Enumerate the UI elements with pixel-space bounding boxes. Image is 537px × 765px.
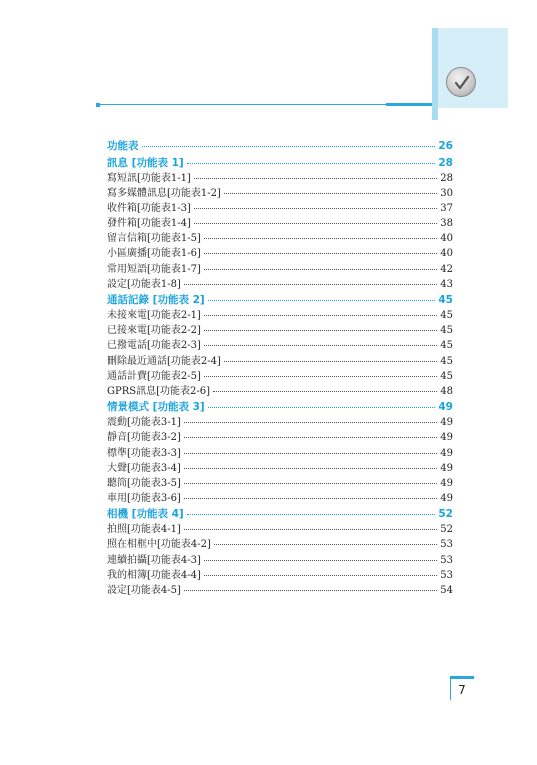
toc-entry[interactable] bbox=[107, 246, 453, 261]
toc-entry-title: 相機 [功能表 4] bbox=[107, 507, 184, 520]
toc-entry[interactable] bbox=[107, 553, 453, 568]
toc-entry-title: 通話計費[功能表2-5] bbox=[107, 370, 201, 382]
toc-entry[interactable] bbox=[107, 430, 453, 445]
toc-entry-title: 靜音[功能表3-2] bbox=[107, 432, 181, 444]
toc-entry[interactable] bbox=[107, 338, 453, 353]
toc-entry-page: 45 bbox=[440, 370, 453, 382]
toc-dot-leader bbox=[187, 162, 436, 164]
toc-dot-leader bbox=[224, 192, 437, 194]
toc-dot-leader bbox=[184, 467, 437, 469]
toc-dot-leader bbox=[184, 589, 437, 591]
table-of-contents bbox=[107, 138, 453, 598]
toc-entry-page: 40 bbox=[440, 233, 453, 245]
toc-entry[interactable] bbox=[107, 384, 453, 399]
toc-entry-title: 已撥電話[功能表2-3] bbox=[107, 340, 201, 352]
toc-entry-title: 震動[功能表3-1] bbox=[107, 417, 181, 429]
toc-entry-title: 寫多媒體訊息[功能表1-2] bbox=[107, 188, 221, 200]
toc-entry-title: 連續拍攝[功能表4-3] bbox=[107, 554, 201, 566]
toc-dot-leader bbox=[194, 207, 437, 209]
toc-entry-title: 車用[功能表3-6] bbox=[107, 492, 181, 504]
toc-dot-leader bbox=[214, 543, 437, 545]
toc-dot-leader bbox=[187, 513, 436, 515]
toc-entry-page: 40 bbox=[440, 248, 453, 260]
toc-entry-title: 收件箱[功能表1-3] bbox=[107, 203, 191, 215]
toc-dot-leader bbox=[184, 452, 437, 454]
toc-entry-title: 設定[功能表4-5] bbox=[107, 584, 181, 596]
toc-dot-leader bbox=[213, 390, 437, 392]
toc-entry[interactable] bbox=[107, 277, 453, 292]
toc-entry[interactable] bbox=[107, 522, 453, 537]
toc-entry-page: 28 bbox=[440, 173, 453, 184]
toc-entry[interactable] bbox=[107, 201, 453, 216]
toc-entry[interactable] bbox=[107, 461, 453, 476]
header-rule bbox=[100, 104, 386, 105]
toc-entry-title: 情景模式 [功能表 3] bbox=[107, 400, 205, 413]
toc-entry-page: 49 bbox=[440, 492, 453, 504]
toc-dot-leader bbox=[204, 252, 437, 254]
toc-entry[interactable] bbox=[107, 231, 453, 246]
toc-entry-page: 43 bbox=[440, 278, 453, 290]
toc-dot-leader bbox=[204, 574, 437, 576]
toc-section-heading[interactable] bbox=[107, 138, 453, 155]
toc-entry-page: 45 bbox=[438, 293, 453, 306]
toc-entry-title: 常用短語[功能表1-7] bbox=[107, 263, 201, 275]
toc-entry-page: 49 bbox=[440, 462, 453, 474]
toc-entry-title: 已接來電[功能表2-2] bbox=[107, 325, 201, 337]
toc-entry[interactable] bbox=[107, 476, 453, 491]
toc-dot-leader bbox=[208, 299, 436, 301]
toc-entry-title: 未接來電[功能表2-1] bbox=[107, 310, 201, 322]
toc-entry-page: 52 bbox=[438, 507, 453, 520]
toc-dot-leader bbox=[184, 482, 437, 484]
toc-dot-leader bbox=[204, 559, 437, 561]
toc-dot-leader bbox=[204, 268, 437, 270]
toc-entry-title: 訊息 [功能表 1] bbox=[107, 156, 184, 169]
toc-entry[interactable] bbox=[107, 568, 453, 583]
toc-section-heading[interactable] bbox=[107, 506, 453, 523]
toc-entry-page: 53 bbox=[440, 539, 453, 551]
toc-entry-title: 小區廣播[功能表1-6] bbox=[107, 248, 201, 260]
toc-entry[interactable] bbox=[107, 308, 453, 323]
toc-entry-page: 28 bbox=[438, 156, 453, 169]
toc-dot-leader bbox=[184, 436, 437, 438]
toc-entry-title: 大聲[功能表3-4] bbox=[107, 462, 181, 474]
toc-entry[interactable] bbox=[107, 537, 453, 552]
toc-dot-leader bbox=[204, 344, 437, 346]
toc-entry[interactable] bbox=[107, 491, 453, 506]
toc-entry-title: 發件箱[功能表1-4] bbox=[107, 218, 191, 230]
toc-entry-title: 功能表 bbox=[107, 140, 139, 152]
toc-dot-leader bbox=[184, 528, 437, 530]
toc-entry-page: 54 bbox=[440, 584, 453, 596]
toc-entry-page: 45 bbox=[440, 325, 453, 337]
toc-entry-page: 45 bbox=[440, 310, 453, 322]
toc-entry-title: 寫短訊[功能表1-1] bbox=[107, 173, 191, 184]
toc-section-heading[interactable] bbox=[107, 292, 453, 309]
toc-entry-page: 48 bbox=[440, 385, 453, 397]
toc-entry-page: 49 bbox=[440, 417, 453, 429]
toc-section-heading[interactable] bbox=[107, 155, 453, 172]
toc-entry-page: 52 bbox=[440, 524, 453, 536]
toc-dot-leader bbox=[208, 406, 436, 408]
toc-entry-title: 我的相簿[功能表4-4] bbox=[107, 569, 201, 581]
toc-entry-title: 留言信箱[功能表1-5] bbox=[107, 233, 201, 245]
toc-entry[interactable] bbox=[107, 415, 453, 430]
toc-dot-leader bbox=[142, 145, 436, 147]
toc-entry-page: 38 bbox=[440, 218, 453, 230]
toc-dot-leader bbox=[204, 237, 437, 239]
toc-entry[interactable] bbox=[107, 369, 453, 384]
header-tab-stripe bbox=[432, 28, 438, 120]
header-rule-accent bbox=[386, 103, 432, 106]
toc-entry-page: 45 bbox=[440, 355, 453, 367]
toc-section-heading[interactable] bbox=[107, 399, 453, 416]
toc-dot-leader bbox=[204, 329, 437, 331]
toc-entry[interactable] bbox=[107, 323, 453, 338]
toc-entry-page: 37 bbox=[440, 203, 453, 215]
page-number: 7 bbox=[458, 683, 466, 697]
toc-entry-page: 49 bbox=[440, 447, 453, 459]
toc-entry[interactable] bbox=[107, 354, 453, 369]
toc-entry-page: 53 bbox=[440, 554, 453, 566]
toc-entry-page: 49 bbox=[438, 400, 453, 413]
toc-entry-page: 49 bbox=[440, 432, 453, 444]
toc-entry-title: 聽筒[功能表3-5] bbox=[107, 477, 181, 489]
toc-dot-leader bbox=[194, 177, 437, 179]
toc-dot-leader bbox=[194, 222, 437, 224]
toc-entry-title: 刪除最近通話[功能表2-4] bbox=[107, 355, 221, 367]
toc-entry-page: 45 bbox=[440, 340, 453, 352]
toc-entry[interactable] bbox=[107, 186, 453, 201]
toc-entry-title: 標準[功能表3-3] bbox=[107, 447, 181, 459]
toc-dot-leader bbox=[204, 314, 437, 316]
toc-dot-leader bbox=[204, 375, 437, 377]
toc-dot-leader bbox=[184, 421, 437, 423]
toc-dot-leader bbox=[184, 283, 437, 285]
toc-entry[interactable] bbox=[107, 583, 453, 598]
toc-entry-title: 設定[功能表1-8] bbox=[107, 278, 181, 290]
toc-dot-leader bbox=[184, 497, 437, 499]
toc-entry[interactable] bbox=[107, 446, 453, 461]
toc-entry-title: GPRS訊息[功能表2-6] bbox=[107, 385, 211, 397]
toc-entry-page: 30 bbox=[440, 188, 453, 200]
toc-entry[interactable] bbox=[107, 171, 453, 186]
checkmark-circle-icon bbox=[446, 67, 476, 97]
toc-dot-leader bbox=[224, 360, 437, 362]
header-tab-block bbox=[432, 28, 508, 108]
toc-entry[interactable] bbox=[107, 216, 453, 231]
toc-entry-title: 照在相框中[功能表4-2] bbox=[107, 539, 211, 551]
toc-entry-title: 拍照[功能表4-1] bbox=[107, 524, 181, 536]
toc-entry-title: 通話記錄 [功能表 2] bbox=[107, 293, 205, 306]
toc-entry-page: 49 bbox=[440, 477, 453, 489]
toc-entry-page: 53 bbox=[440, 569, 453, 581]
toc-entry-page: 26 bbox=[438, 140, 453, 152]
toc-entry-page: 42 bbox=[440, 263, 453, 275]
toc-entry[interactable] bbox=[107, 262, 453, 277]
